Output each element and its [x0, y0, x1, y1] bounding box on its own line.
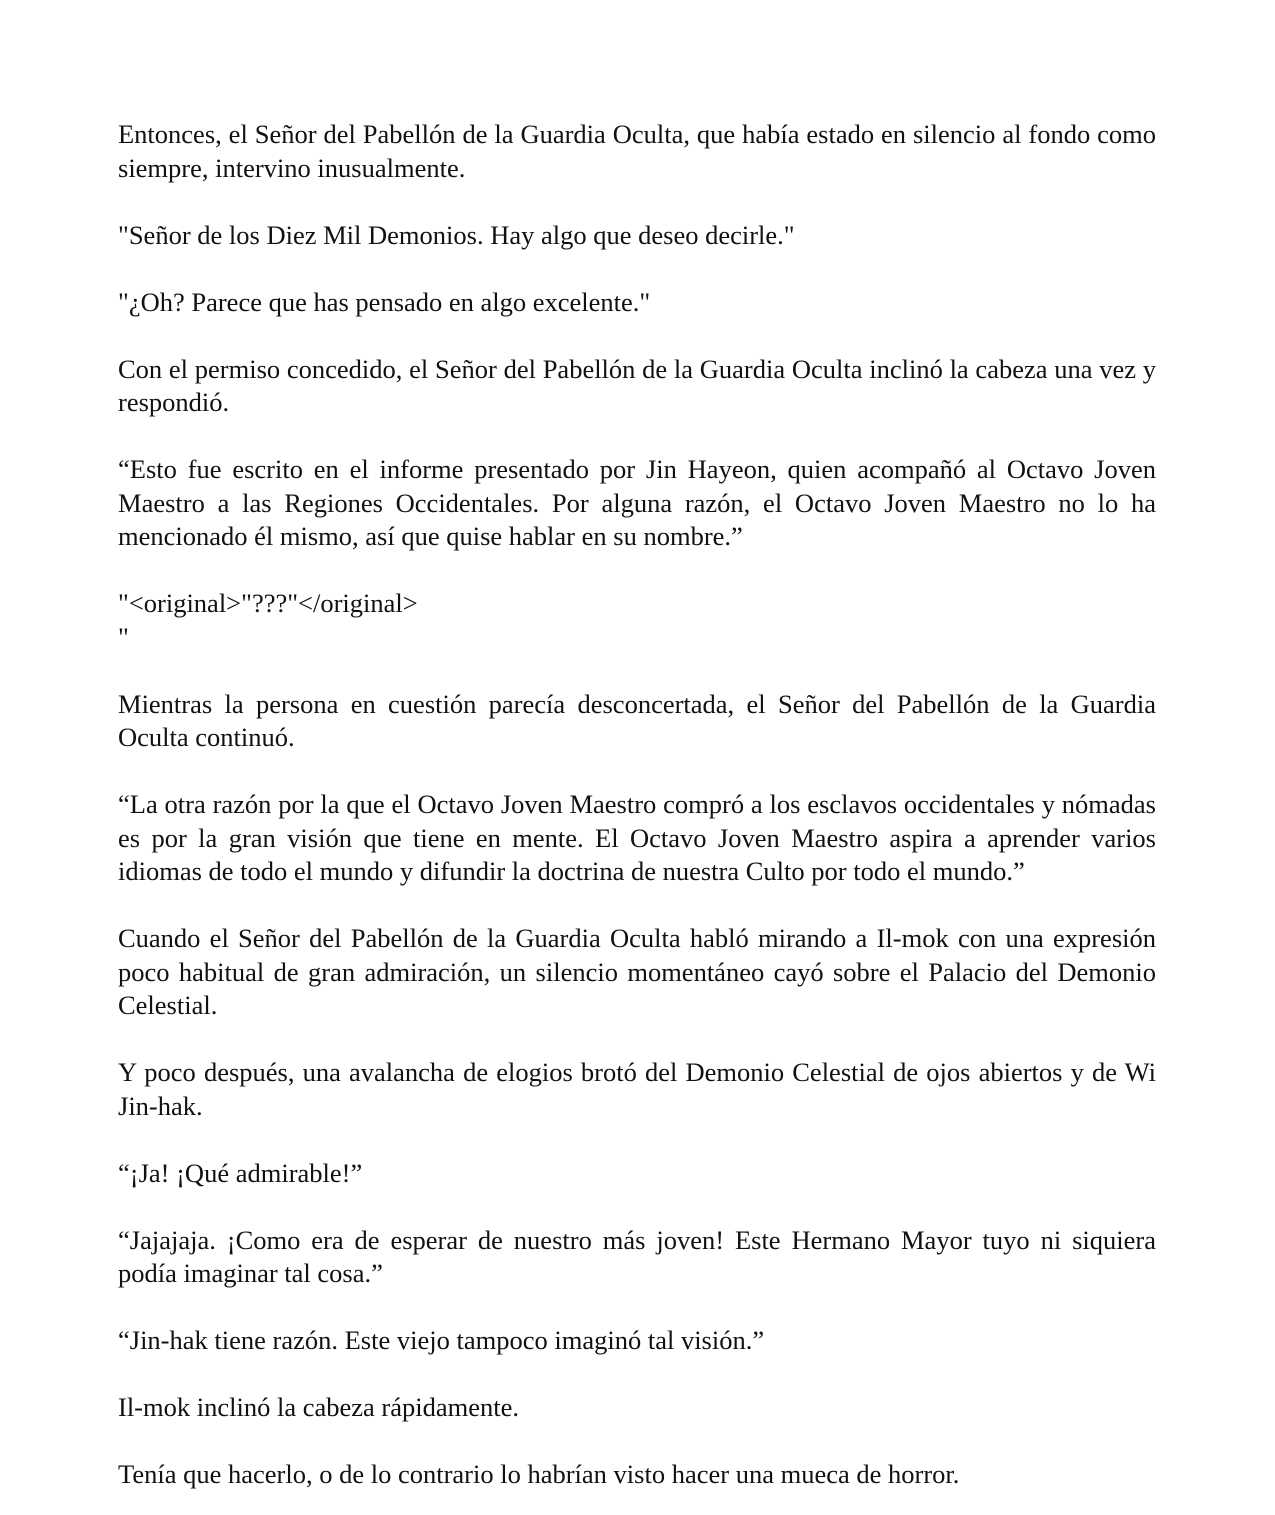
paragraph-14: Il-mok inclinó la cabeza rápidamente. — [118, 1392, 519, 1422]
paragraph-1: Entonces, el Señor del Pabellón de la Guardia Oculta, que había estado en silencio al fondo como siempre, intervino inusualmente. — [118, 119, 1156, 183]
paragraph-5: “Esto fue escrito en el informe presentado por Jin Hayeon, quien acompañó al Octavo Joven Maestro a las Regiones Occidentales. Por alguna razón, el Octavo Joven Maestro no lo ha mencionado él mismo, así que quise hablar en su nombre.” — [118, 454, 1156, 551]
paragraph-2: "Señor de los Diez Mil Demonios. Hay algo que deseo decirle." — [118, 219, 795, 250]
paragraph-11: “¡Ja! ¡Qué admirable!” — [118, 1157, 363, 1188]
paragraph-15: Tenía que hacerlo, o de lo contrario lo habrían visto hacer una mueca de horror. — [118, 1459, 960, 1489]
paragraph-8: “La otra razón por la que el Octavo Joven Maestro compró a los esclavos occidentales y nómadas es por la gran visión que tiene en mente. El Octavo Joven Maestro aspira a aprender varios idiomas de todo el mundo y difundir la doctrina de nuestra Culto por todo el mundo.” — [118, 789, 1156, 886]
paragraph-7: Mientras la persona en cuestión parecía desconcertada, el Señor del Pabellón de la Guardia Oculta continuó. — [118, 688, 1156, 752]
paragraph-12: “Jajajaja. ¡Como era de esperar de nuestro más joven! Este Hermano Mayor tuyo ni siquiera podía imaginar tal cosa.” — [118, 1224, 1156, 1288]
paragraph-4: Con el permiso concedido, el Señor del Pabellón de la Guardia Oculta inclinó la cabeza una vez y respondió. — [118, 353, 1156, 417]
paragraph-10: Y poco después, una avalancha de elogios brotó del Demonio Celestial de ojos abiertos y de Wi Jin-hak. — [118, 1057, 1156, 1121]
paragraph-6: "<original>"???"</original> " — [118, 588, 418, 652]
paragraph-3: "¿Oh? Parece que has pensado en algo excelente." — [118, 286, 651, 317]
paragraph-13: “Jin-hak tiene razón. Este viejo tampoco imaginó tal visión.” — [118, 1325, 765, 1355]
document-body — [118, 118, 1156, 1515]
paragraph-9: Cuando el Señor del Pabellón de la Guardia Oculta habló mirando a Il-mok con una expresión poco habitual de gran admiración, un silencio momentáneo cayó sobre el Palacio del Demonio Celestial. — [118, 923, 1156, 1020]
